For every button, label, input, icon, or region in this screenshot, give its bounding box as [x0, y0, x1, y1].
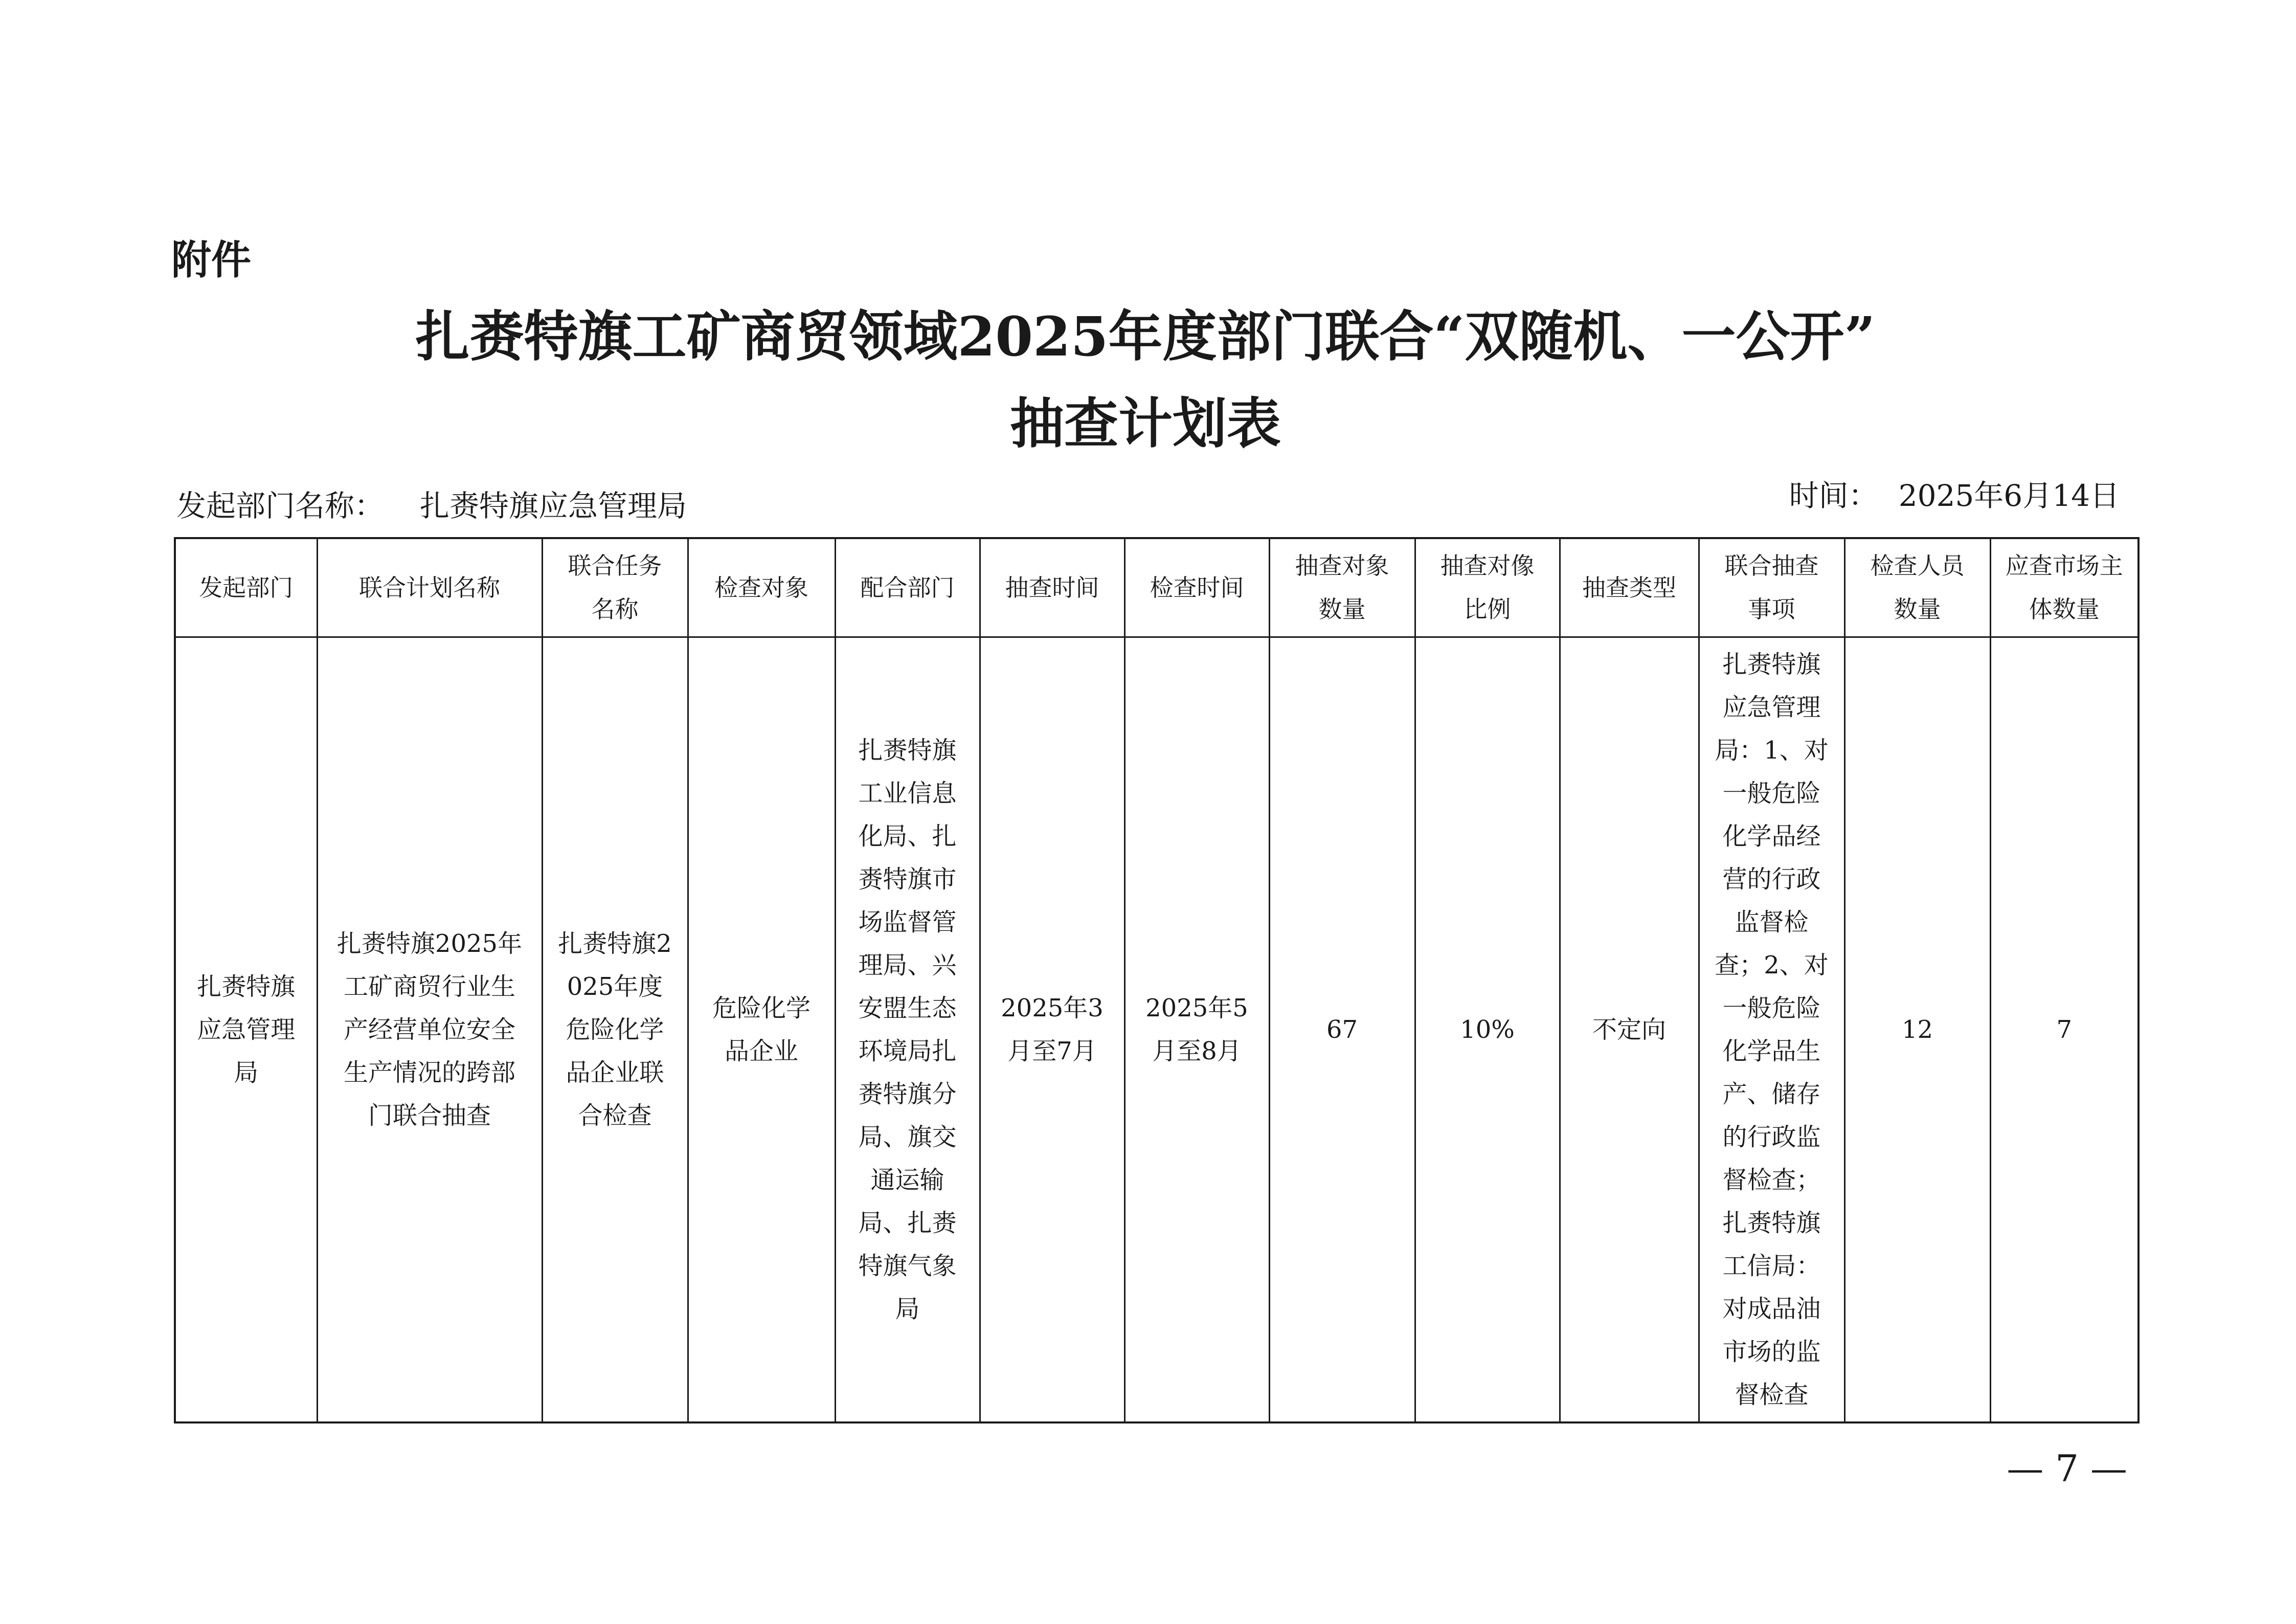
- header-sampling-period: 抽查时间: [980, 538, 1124, 637]
- header-inspection-period: 检查时间: [1124, 538, 1269, 637]
- header-initiating-dept: 发起部门: [175, 538, 317, 637]
- date-value: 2025年6月14日: [1898, 478, 2120, 513]
- department-label: 发起部门名称：: [176, 488, 385, 523]
- cell-inspection-period: 2025年5月至8月: [1124, 637, 1269, 1423]
- header-inspector-count: 检查人员数量: [1844, 538, 1990, 637]
- cell-sampling-type: 不定向: [1560, 637, 1699, 1423]
- attachment-label: 附件: [171, 237, 252, 283]
- inspection-plan-table: [174, 537, 2140, 1423]
- cell-sample-count: 67: [1269, 637, 1415, 1423]
- initiating-department-info: [176, 488, 687, 523]
- header-sample-ratio: 抽查对像比例: [1415, 538, 1560, 637]
- page-number: — 7 —: [2007, 1447, 2127, 1490]
- cell-plan-name: 扎赉特旗2025年工矿商贸行业生产经营单位安全生产情况的跨部门联合抽查: [317, 637, 542, 1423]
- cell-initiating-dept: 扎赉特旗应急管理局: [175, 637, 317, 1423]
- cell-sampling-period: 2025年3月至7月: [980, 637, 1124, 1423]
- cell-task-name: 扎赉特旗2025年度危险化学品企业联合检查: [542, 637, 688, 1423]
- cell-inspector-count: 12: [1844, 637, 1990, 1423]
- header-inspection-target: 检查对象: [688, 538, 835, 637]
- header-sampling-type: 抽查类型: [1560, 538, 1699, 637]
- document-title-line1: 扎赉特旗工矿商贸领域2025年度部门联合“双随机、一公开”: [415, 304, 1876, 368]
- cell-joint-items: 扎赉特旗应急管理局：1、对一般危险化学品经营的行政监督检查；2、对一般危险化学品生产、储存的行政监督检查；扎赉特旗工信局：对成品油市场的监督检查: [1699, 637, 1844, 1423]
- table-header-row: [175, 538, 2139, 637]
- department-value: 扎赉特旗应急管理局: [420, 488, 687, 523]
- cell-cooperating-depts: 扎赉特旗工业信息化局、扎赉特旗市场监督管理局、兴安盟生态环境局扎赉特旗分局、旗交通运输局、扎赉特旗气象局: [835, 637, 980, 1423]
- cell-inspection-target: 危险化学品企业: [688, 637, 835, 1423]
- date-info: [1789, 478, 2120, 513]
- header-plan-name: 联合计划名称: [317, 538, 542, 637]
- header-cooperating-depts: 配合部门: [835, 538, 980, 637]
- header-market-entity-count: 应查市场主体数量: [1990, 538, 2139, 637]
- date-label: 时间：: [1789, 478, 1878, 513]
- header-sample-count: 抽查对象数量: [1269, 538, 1415, 637]
- header-task-name: 联合任务名称: [542, 538, 688, 637]
- header-joint-items: 联合抽查事项: [1699, 538, 1844, 637]
- document-title-line2: 抽查计划表: [1010, 391, 1281, 455]
- cell-market-entity-count: 7: [1990, 637, 2139, 1423]
- table-row: [175, 637, 2139, 1423]
- cell-sample-ratio: 10%: [1415, 637, 1560, 1423]
